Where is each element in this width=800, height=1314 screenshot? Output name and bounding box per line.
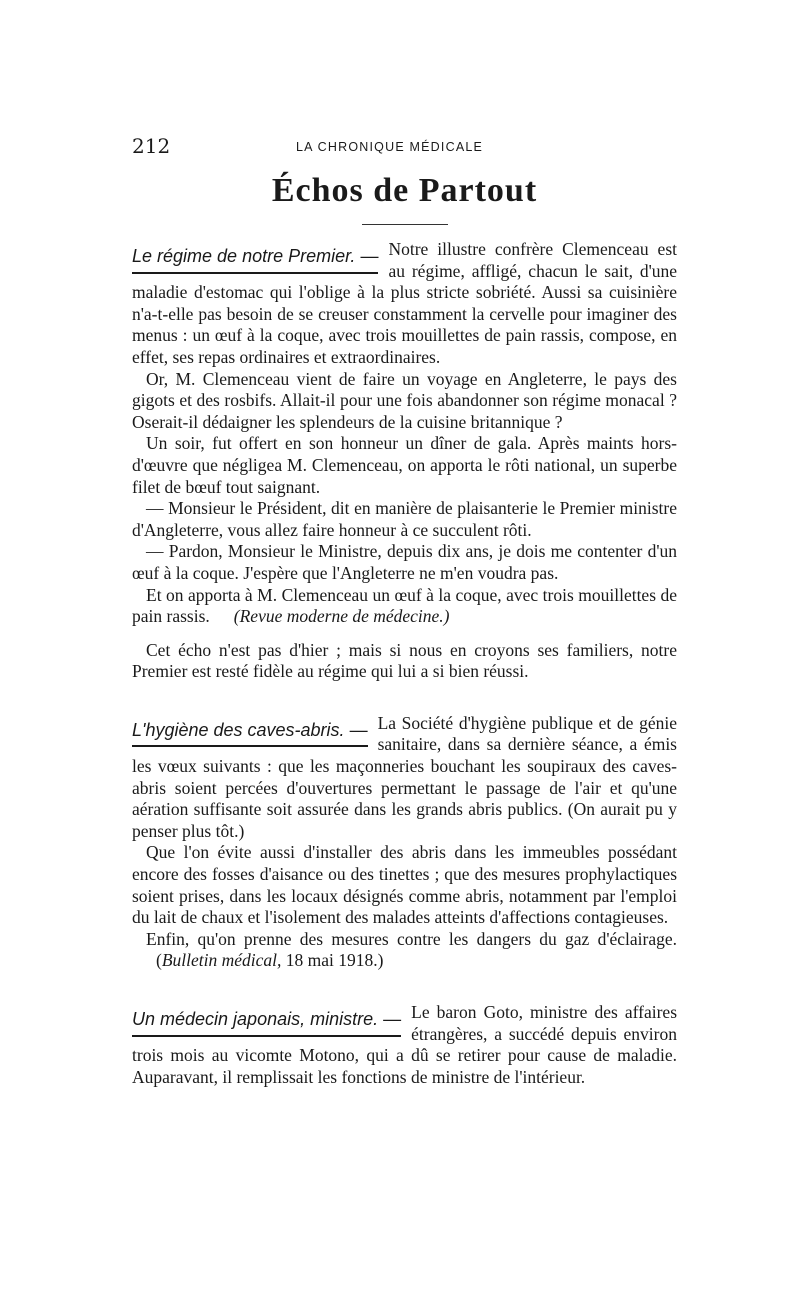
section-title: Échos de Partout [271, 172, 538, 209]
item-lead-text: La Société d'hygiène publique et de génie sanitaire, dans sa dernière séance, a émis les vœux suivants : que les maçonneries bouchant les soupiraux des caves-abris soient percées d'ouvertures permettant le passage de l'air et qu'une aération suffisante soit assurée dans les grands abris publics. (On aurait pu y penser plus tôt.) [132, 712, 677, 841]
paragraph-with-source [132, 929, 677, 972]
item-lead [132, 713, 677, 843]
page [132, 128, 677, 1088]
item-lead-text: Notre illustre confrère Clemenceau est au régime, affligé, chacun le sait, d'une maladie d'estomac qui l'oblige à la plus stricte sobriété. Aussi sa cuisinière n'a-t-elle pas besoin de se creuser constamment la cervelle pour imaginer des menus : un œuf à la coque, avec trois mouillettes de pain rassis, compose, en effet, ses repas ordinaires et extraordinaires. [132, 239, 677, 367]
running-title: LA CHRONIQUE MÉDICALE [296, 140, 484, 154]
paragraph: — Pardon, Monsieur le Ministre, depuis dix ans, je dois me contenter d'un œuf à la coque. J'espère que l'Angleterre ne m'en voudra pas. [132, 541, 677, 583]
source-citation: (Bulletin médical, 18 mai 1918.) [156, 950, 384, 971]
title-divider [362, 224, 448, 225]
paragraph: Un soir, fut offert en son honneur un dîner de gala. Après maints hors-d'œuvre que négligea M. Clemenceau, on apporta le rôti national, un superbe filet de bœuf tout saignant. [132, 433, 677, 497]
paragraph: Que l'on évite aussi d'installer des abris dans les immeubles possédant encore des fosses d'aisance ou des tinettes ; que des mesures prophylactiques soient prises, dans les locaux désignés comme abris, notamment par l'emploi du lait de chaux et l'isolement des malades atteints d'affections contagieuses. [132, 842, 677, 928]
item-rubric: Le régime de notre Premier. — [132, 246, 378, 274]
item-rubric: Un médecin japonais, ministre. — [132, 1009, 401, 1037]
source-date: 18 mai 1918.) [285, 950, 384, 971]
item-lead-text: Le baron Goto, ministre des affaires étrangères, a succédé depuis environ trois mois au vicomte Motono, qui a dû se retirer pour cause de maladie. Auparavant, il remplissait les fonctions de ministre de l'intérieur. [132, 1002, 677, 1087]
running-header [132, 128, 677, 162]
paragraph-text: Et on apporta à M. Clemenceau un œuf à la coque, avec trois mouillettes de pain rassis. [132, 584, 677, 627]
source-title: Bulletin médical, [161, 950, 282, 971]
item-lead [132, 239, 677, 369]
paragraph-with-source [132, 585, 677, 628]
afterword: Cet écho n'est pas d'hier ; mais si nous en croyons ses familiers, notre Premier est resté fidèle au régime qui lui a si bien réussi. [132, 639, 677, 682]
paragraph: Or, M. Clemenceau vient de faire un voyage en Angleterre, le pays des gigots et des rosbifs. Allait-il pour une fois abandonner son régime monacal ? Oserait-il dédaigner les splendeurs de la cuisine britannique ? [132, 368, 677, 432]
source-citation: (Revue moderne de médecine.) [233, 606, 450, 627]
item-lead [132, 1002, 677, 1088]
paragraph-text: Enfin, qu'on prenne des mesures contre les dangers du gaz d'éclairage. [146, 928, 677, 949]
paragraph: — Monsieur le Président, dit en manière de plaisanterie le Premier ministre d'Angleterre, vous allez faire honneur à ce succulent rôti. [132, 498, 677, 540]
page-number: 212 [132, 134, 171, 158]
item-rubric: L'hygiène des caves-abris. — [132, 720, 368, 748]
echo-item-regime [132, 239, 677, 683]
echo-item-japanese-doctor [132, 1002, 677, 1088]
echo-item-hygiene [132, 713, 677, 972]
